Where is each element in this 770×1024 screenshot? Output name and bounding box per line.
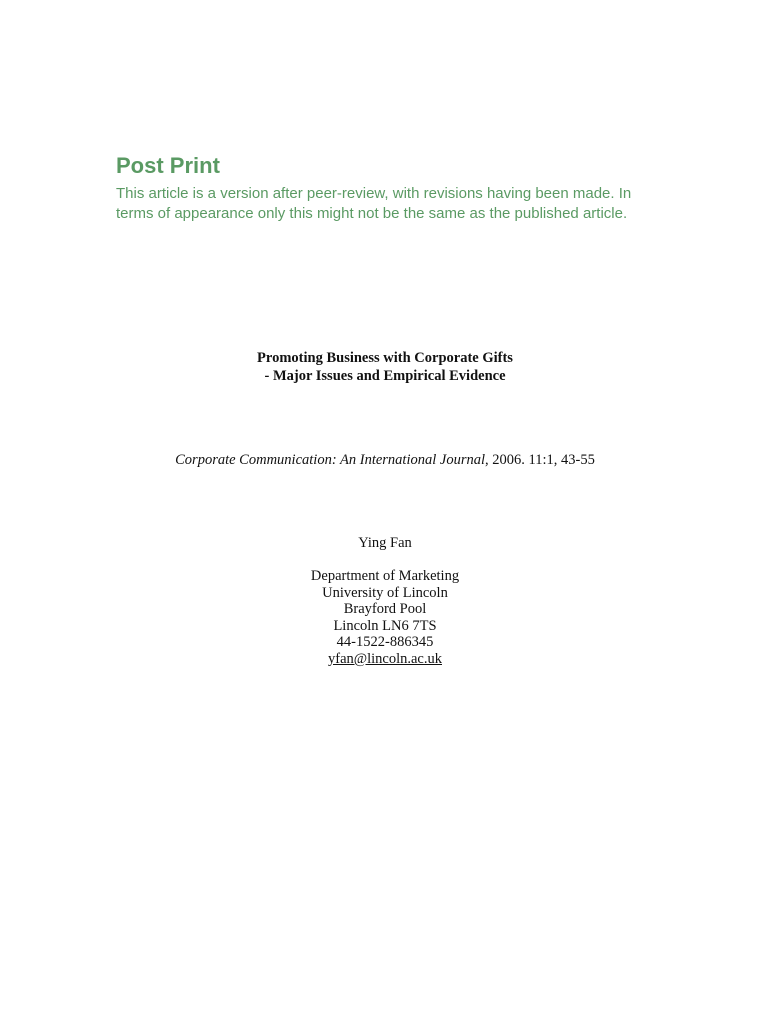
banner-title: Post Print <box>116 153 220 178</box>
citation-details: , 2006. 11:1, 43-55 <box>485 452 595 468</box>
phone-number: 44-1522-886345 <box>336 634 434 651</box>
department: Department of Marketing <box>310 568 460 584</box>
city-postcode: Lincoln LN6 7TS <box>333 617 437 634</box>
banner-note <box>116 184 676 224</box>
author-affiliation <box>0 568 770 668</box>
journal-name: Corporate Communication: An International Journal <box>175 452 486 468</box>
article-title-line-2: - Major Issues and Empirical Evidence <box>264 368 506 384</box>
banner-note-line-2: terms of appearance only this might not be the same as the published article. <box>116 205 628 222</box>
article-title <box>0 349 770 385</box>
email-link[interactable]: yfan@lincoln.ac.uk <box>327 650 442 667</box>
university: University of Lincoln <box>322 584 448 601</box>
citation <box>0 451 770 469</box>
post-print-banner <box>116 152 676 224</box>
street-address: Brayford Pool <box>343 601 427 618</box>
author-name: Ying Fan <box>358 535 412 551</box>
banner-note-line-1: This article is a version after peer-review, with revisions having been made. In <box>116 185 632 202</box>
article-title-line-1: Promoting Business with Corporate Gifts <box>257 350 513 366</box>
